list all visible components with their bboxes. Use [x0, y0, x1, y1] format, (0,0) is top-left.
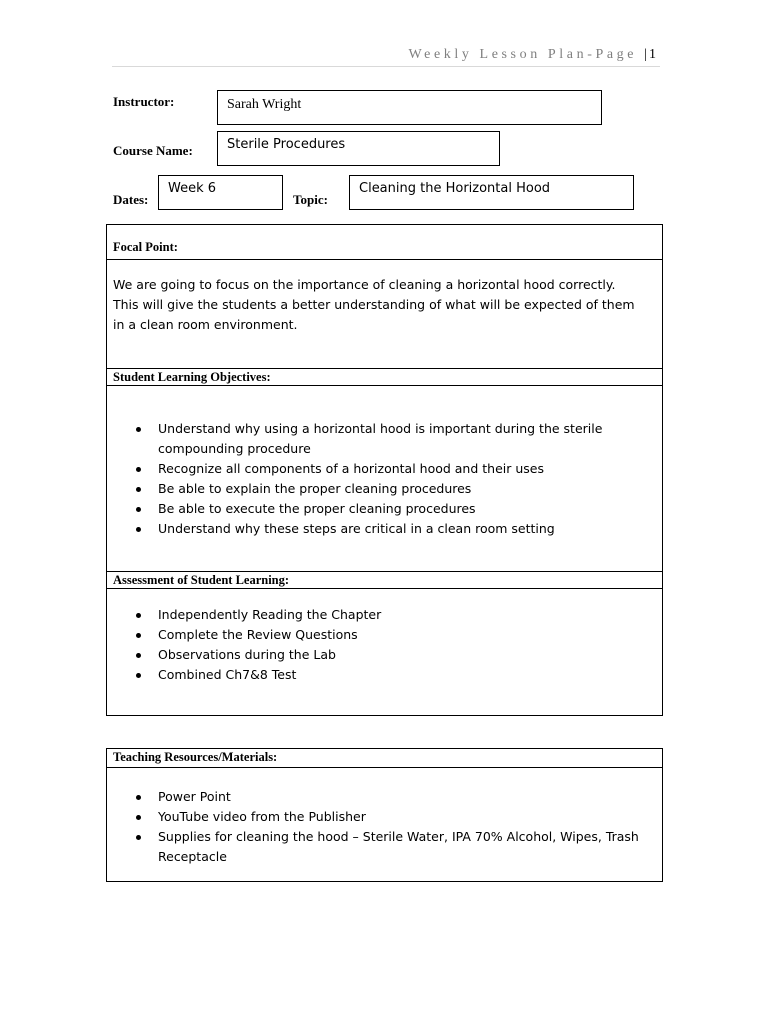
header-rule [112, 66, 660, 67]
header-separator: | [644, 47, 647, 62]
list-item: Independently Reading the Chapter [107, 605, 662, 625]
focal-point-line-2: This will give the students a better understanding of what will be expected of them [113, 297, 635, 312]
list-item: Observations during the Lab [107, 645, 662, 665]
topic-field[interactable] [349, 175, 634, 210]
bullet-icon [136, 673, 141, 678]
list-item: Recognize all components of a horizontal hood and their uses [107, 459, 662, 479]
bullet-icon [136, 507, 141, 512]
list-item: Complete the Review Questions [107, 625, 662, 645]
focal-point-line-1: We are going to focus on the importance of cleaning a horizontal hood correctly. [113, 277, 616, 292]
course-name-label: Course Name: [113, 143, 193, 158]
focal-point-line-3: in a clean room environment. [113, 317, 298, 332]
bullet-icon [136, 487, 141, 492]
lesson-plan-table [106, 224, 663, 716]
bullet-icon [136, 467, 141, 472]
bullet-icon [136, 795, 141, 800]
list-item: Supplies for cleaning the hood – Sterile Water, IPA 70% Alcohol, Wipes, Trash Receptacle [107, 827, 662, 867]
page-header [408, 47, 656, 63]
assessment-body [107, 589, 662, 715]
resources-table [106, 748, 663, 882]
bullet-icon [136, 527, 141, 532]
list-item: Be able to explain the proper cleaning procedures [107, 479, 662, 499]
objectives-body [107, 386, 662, 571]
bullet-icon [136, 633, 141, 638]
instructor-value: Sarah Wright [227, 97, 302, 112]
bullet-icon [136, 613, 141, 618]
list-item: Understand why using a horizontal hood is important during the sterile compounding procedure [107, 419, 662, 459]
resources-body [107, 768, 662, 881]
dates-value: Week 6 [168, 181, 217, 196]
header-title: Weekly Lesson Plan-Page [408, 47, 638, 62]
instructor-label: Instructor: [113, 94, 175, 109]
assessment-list [107, 605, 662, 685]
course-name-field[interactable] [217, 131, 500, 166]
bullet-icon [136, 815, 141, 820]
bullet-icon [136, 427, 141, 432]
resources-list [107, 787, 662, 867]
topic-label: Topic: [293, 192, 328, 207]
list-item: Understand why these steps are critical in a clean room setting [107, 519, 662, 539]
bullet-icon [136, 653, 141, 658]
course-name-value: Sterile Procedures [227, 137, 346, 152]
resources-heading: Teaching Resources/Materials: [107, 749, 662, 768]
list-item: Be able to execute the proper cleaning procedures [107, 499, 662, 519]
page-number: 1 [649, 47, 656, 62]
instructor-field[interactable] [217, 90, 602, 125]
list-item: Power Point [107, 787, 662, 807]
dates-field[interactable] [158, 175, 283, 210]
bullet-icon [136, 835, 141, 840]
dates-label: Dates: [113, 192, 149, 207]
list-item: YouTube video from the Publisher [107, 807, 662, 827]
focal-point-body [107, 260, 662, 368]
objectives-list [107, 419, 662, 539]
list-item: Combined Ch7&8 Test [107, 665, 662, 685]
objectives-heading: Student Learning Objectives: [107, 368, 662, 386]
assessment-heading: Assessment of Student Learning: [107, 571, 662, 589]
topic-value: Cleaning the Horizontal Hood [359, 181, 551, 196]
focal-point-heading: Focal Point: [107, 225, 662, 260]
